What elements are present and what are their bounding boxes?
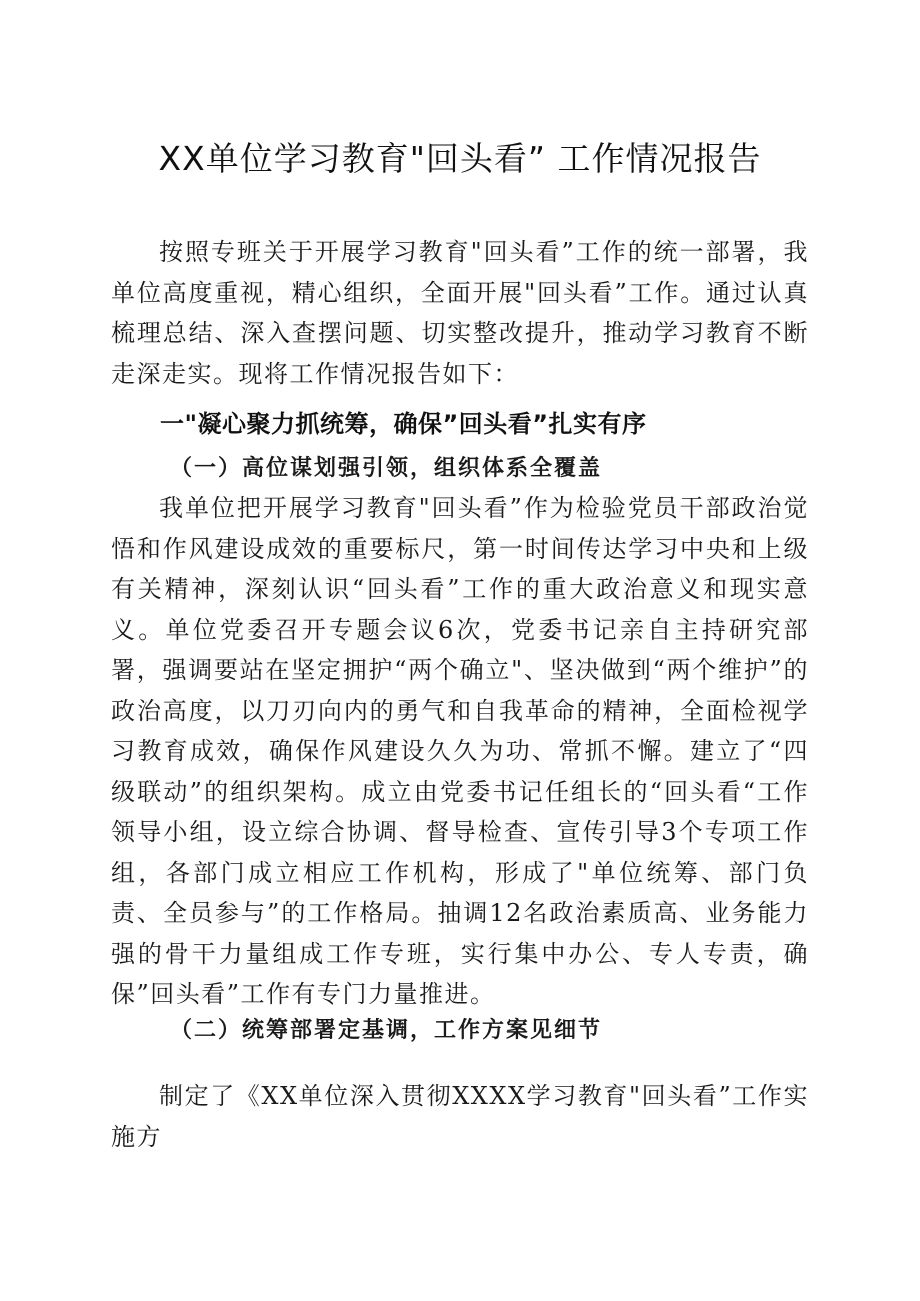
intro-paragraph: 按照专班关于开展学习教育"回头看”工作的统一部署，我单位高度重视，精心组织，全面开展"回头看”工作。通过认真梳理总结、深入查摆问题、切实整改提升，推动学习教育不断走深走实。现将工作情况报告如下： bbox=[111, 238, 809, 388]
subsection-1-heading: （一）高位谋划强引领，组织体系全覆盖 bbox=[170, 455, 603, 481]
document-title: XX单位学习教育"回头看” 工作情况报告 bbox=[158, 139, 762, 178]
subsection-2-paragraph: 制定了《XX单位深入贯彻XXXX学习教育"回头看”工作实施方 bbox=[111, 1082, 809, 1151]
subsection-2-heading: （二）统筹部署定基调，工作方案见细节 bbox=[170, 1017, 603, 1043]
subsection-1-paragraph: 我单位把开展学习教育"回头看”作为检验党员干部政治觉悟和作风建设成效的重要标尺，第一时间传达学习中央和上级有关精神，深刻认识“回头看”工作的重大政治意义和现实意义。单位党委召开专题会议6次，党委书记亲自主持研究部署，强调要站在坚定拥护“两个确立"、坚决做到“两个维护”的政治高度，以刀刃向内的勇气和自我革命的精神，全面检视学习教育成效，确保作风建设久久为功、常抓不懈。建立了“四级联动”的组织架构。成立由党委书记任组长的“回头看“工作领导小组，设立综合协调、督导检查、宣传引导3个专项工作组，各部门成立相应工作机构，形成了"单位统筹、部门负责、全员参与”的工作格局。抽调12名政治素质高、业务能力强的骨干力量组成工作专班，实行集中办公、专人专责，确保”回头看”工作有专门力量推进。 bbox=[111, 494, 809, 1008]
section-1-heading: 一"凝心聚力抓统筹，确保”回头看”扎实有序 bbox=[160, 410, 647, 438]
